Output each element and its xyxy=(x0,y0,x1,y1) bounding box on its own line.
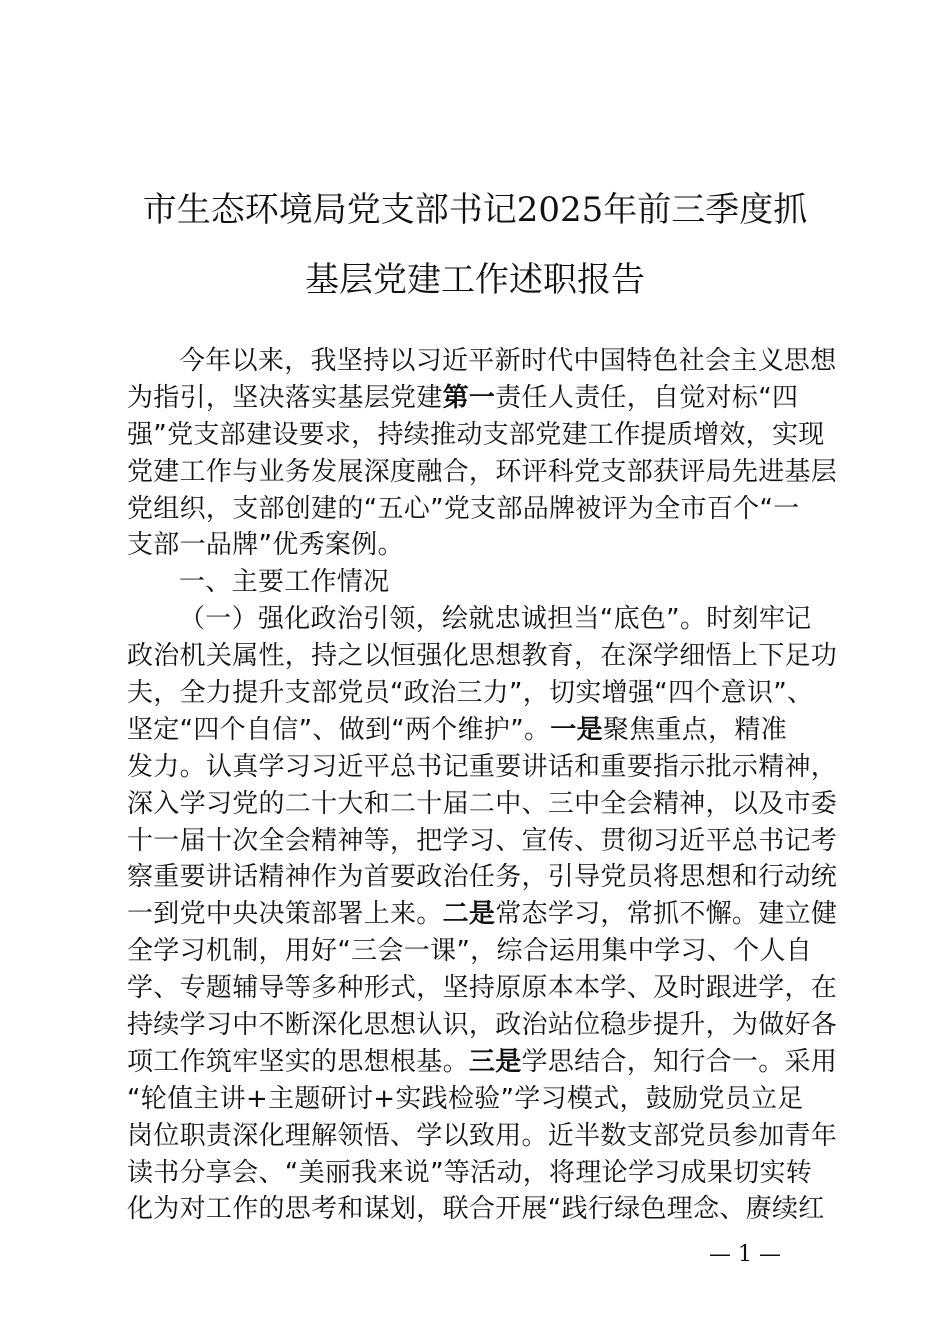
body-line: 一到党中央决策部署上来。二是常态学习，常抓不懈。建立健 xyxy=(127,899,838,930)
subsection-heading: （一）强化政治引领，绘就忠诚担当“底色”。时刻牢记 xyxy=(179,604,812,635)
document-title-line-2: 基层党建工作述职报告 xyxy=(305,260,645,300)
body-line: 强”党支部建设要求，持续推动支部党建工作提质增效，实现 xyxy=(127,419,825,450)
body-line: 发力。认真学习习近平总书记重要讲话和重要指示批示精神， xyxy=(127,751,838,782)
body-line: 夫，全力提升支部党员“政治三力”，切实增强“四个意识”、 xyxy=(127,678,814,709)
body-line: 党组织，支部创建的“五心”党支部品牌被评为全市百个“一 xyxy=(127,493,800,524)
body-line: 岗位职责深化理解领悟、学以致用。近半数支部党员参加青年 xyxy=(127,1120,838,1151)
body-line: 学、专题辅导等多种形式，坚持原原本本学、及时跟进学，在 xyxy=(127,973,838,1004)
body-line: 项工作筑牢坚实的思想根基。三是学思结合，知行合一。采用 xyxy=(127,1046,838,1077)
body-line: 读书分享会、“美丽我来说”等活动，将理论学习成果切实转 xyxy=(127,1157,813,1188)
body-line: 坚定“四个自信”、做到“两个维护”。一是聚焦重点，精准 xyxy=(127,714,787,745)
body-line: “轮值主讲+主题研讨+实践检验”学习模式，鼓励党员立足 xyxy=(127,1083,804,1114)
body-line: 十一届十次全会精神等，把学习、宣传、贯彻习近平总书记考 xyxy=(127,825,838,856)
bold-phrase: 一是 xyxy=(550,714,603,745)
body-line: 全学习机制，用好“三会一课”，综合运用集中学习、个人自 xyxy=(127,936,813,967)
body-line: 党建工作与业务发展深度融合，环评科党支部获评局先进基层 xyxy=(127,456,838,487)
body-line: 今年以来，我坚持以习近平新时代中国特色社会主义思想 xyxy=(179,346,837,376)
body-line: 政治机关属性，持之以恒强化思想教育，在深学细悟上下足功 xyxy=(127,641,838,672)
body-line: 支部一品牌”优秀案例。 xyxy=(127,530,404,561)
bold-phrase: 二是 xyxy=(442,899,496,930)
section-heading: 一、主要工作情况 xyxy=(179,567,390,598)
bold-phrase: 第一 xyxy=(442,382,496,413)
body-line: 持续学习中不断深化思想认识，政治站位稳步提升，为做好各 xyxy=(127,1010,838,1041)
body-line: 察重要讲话精神作为首要政治任务，引导党员将思想和行动统 xyxy=(127,862,838,893)
document-body xyxy=(127,343,837,1228)
bold-phrase: 三是 xyxy=(468,1046,522,1077)
body-line: 深入学习党的二十大和二十届二中、三中全会精神，以及市委 xyxy=(127,788,838,819)
page-number: — 1 — xyxy=(709,1242,781,1267)
body-line: 化为对工作的思考和谋划，联合开展“践行绿色理念、赓续红 xyxy=(127,1194,825,1225)
body-line: 为指引，坚决落实基层党建第一责任人责任，自觉对标“四 xyxy=(127,382,799,413)
document-title-line-1: 市生态环境局党支部书记2025年前三季度抓 xyxy=(142,190,808,230)
